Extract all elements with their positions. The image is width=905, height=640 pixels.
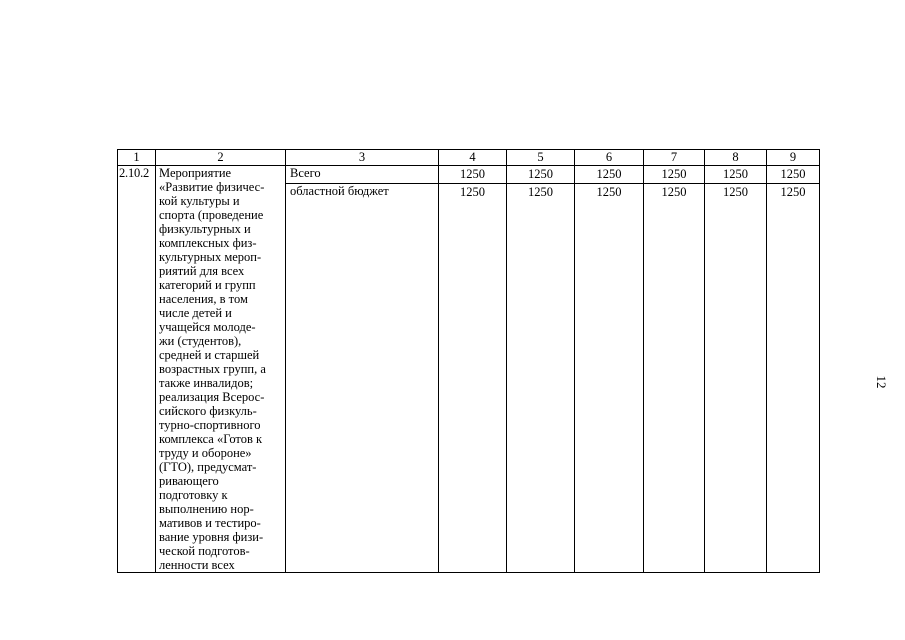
description-line: ривающего xyxy=(159,474,219,488)
description-line: кой культуры и xyxy=(159,194,240,208)
description-line: физкультурных и xyxy=(159,222,251,236)
value-cell: 1250 xyxy=(705,184,767,573)
description-line: культурных мероп- xyxy=(159,250,262,264)
description-line: комплекса «Готов к xyxy=(159,432,263,446)
description-line: спорта (проведение xyxy=(159,208,264,222)
value-cell: 1250 xyxy=(575,166,644,184)
description-line: возрастных групп, а xyxy=(159,362,266,376)
header-cell: 3 xyxy=(286,150,439,166)
description-line: учащейся молоде- xyxy=(159,320,256,334)
value-cell: 1250 xyxy=(439,184,507,573)
value-cell: 1250 xyxy=(507,166,575,184)
header-cell: 2 xyxy=(156,150,286,166)
header-cell: 1 xyxy=(118,150,156,166)
description-line: турно-спортивного xyxy=(159,418,261,432)
header-cell: 9 xyxy=(767,150,820,166)
description-line: средней и старшей xyxy=(159,348,260,362)
value-cell: 1250 xyxy=(644,184,705,573)
page-number: 12 xyxy=(874,375,889,389)
description-line: вание уровня физи- xyxy=(159,530,264,544)
description-line: труду и обороне» xyxy=(159,446,252,460)
description-line: риятий для всех xyxy=(159,264,245,278)
description-line: также инвалидов; xyxy=(159,376,254,390)
value-cell: 1250 xyxy=(507,184,575,573)
item-description-cell xyxy=(156,166,286,573)
funding-source-cell: Всего xyxy=(286,166,439,184)
header-cell: 8 xyxy=(705,150,767,166)
description-line: ческой подготов- xyxy=(159,544,250,558)
value-cell: 1250 xyxy=(767,184,820,573)
description-line: жи (студентов), xyxy=(159,334,242,348)
header-cell: 6 xyxy=(575,150,644,166)
header-cell: 4 xyxy=(439,150,507,166)
description-line: числе детей и xyxy=(159,306,232,320)
description-line: населения, в том xyxy=(159,292,248,306)
table-header-row xyxy=(118,150,820,166)
description-line: выполнению нор- xyxy=(159,502,254,516)
description-line: (ГТО), предусмат- xyxy=(159,460,257,474)
funding-source-cell: областной бюджет xyxy=(286,184,439,573)
header-cell: 5 xyxy=(507,150,575,166)
description-line: комплексных физ- xyxy=(159,236,257,250)
value-cell: 1250 xyxy=(575,184,644,573)
item-code-cell: 2.10.2 xyxy=(118,166,156,573)
value-cell: 1250 xyxy=(644,166,705,184)
description-line: «Развитие физичес- xyxy=(159,180,265,194)
budget-table xyxy=(117,149,820,573)
value-cell: 1250 xyxy=(439,166,507,184)
description-line: Мероприятие xyxy=(159,166,232,180)
description-line: реализация Всерос- xyxy=(159,390,265,404)
table-row-total xyxy=(118,166,820,184)
value-cell: 1250 xyxy=(767,166,820,184)
value-cell: 1250 xyxy=(705,166,767,184)
description-line: подготовку к xyxy=(159,488,228,502)
header-cell: 7 xyxy=(644,150,705,166)
description-line: категорий и групп xyxy=(159,278,256,292)
description-line: ленности всех xyxy=(159,558,235,572)
description-line: мативов и тестиро- xyxy=(159,516,261,530)
description-line: сийского физкуль- xyxy=(159,404,257,418)
